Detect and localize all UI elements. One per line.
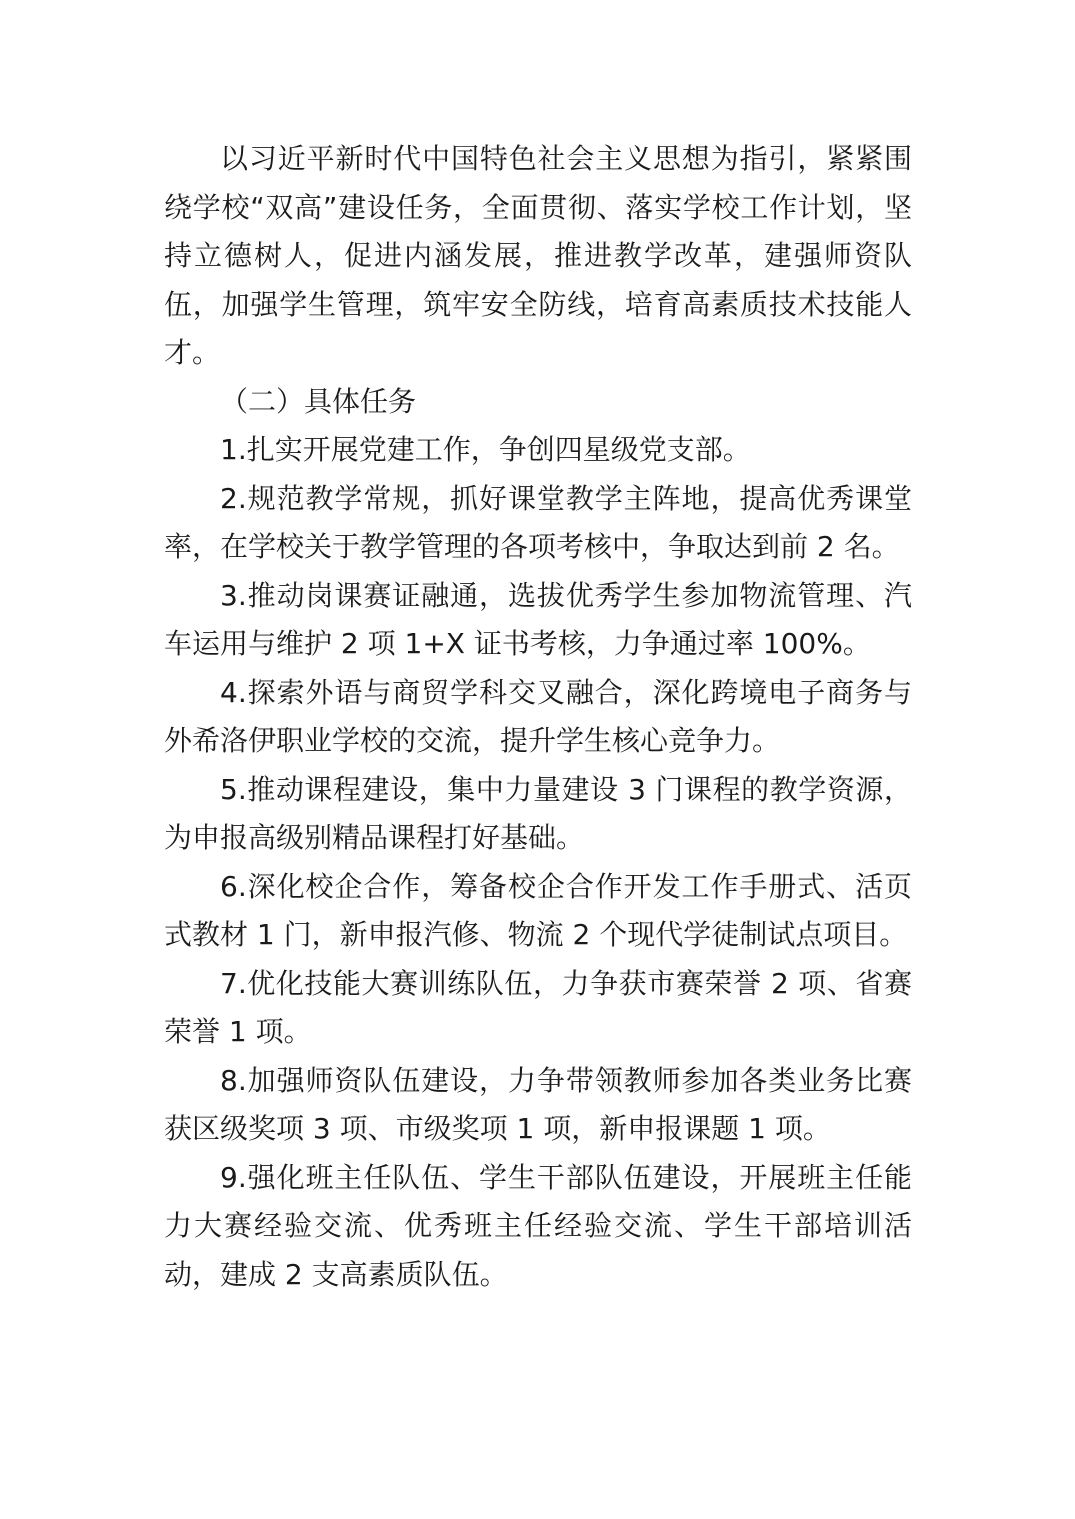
task-item-3: 3.推动岗课赛证融通，选拔优秀学生参加物流管理、汽车运用与维护 2 项 1+X 证书考核，力争通过率 100%。 bbox=[164, 578, 912, 660]
task-item-4: 4.探索外语与商贸学科交叉融合，深化跨境电子商务与外希洛伊职业学校的交流，提升学生核心竞争力。 bbox=[164, 675, 912, 757]
document-page bbox=[164, 135, 912, 1299]
task-item-5: 5.推动课程建设，集中力量建设 3 门课程的教学资源，为申报高级别精品课程打好基础。 bbox=[164, 772, 912, 854]
task-item-6: 6.深化校企合作，筹备校企合作开发工作手册式、活页式教材 1 门，新申报汽修、物流 2 个现代学徒制试点项目。 bbox=[164, 869, 912, 951]
task-item-9: 9.强化班主任队伍、学生干部队伍建设，开展班主任能力大赛经验交流、优秀班主任经验交流、学生干部培训活动，建成 2 支高素质队伍。 bbox=[164, 1160, 912, 1291]
intro-paragraph: 以习近平新时代中国特色社会主义思想为指引，紧紧围绕学校“双高”建设任务，全面贯彻、落实学校工作计划，坚持立德树人，促进内涵发展，推进教学改革，建强师资队伍，加强学生管理，筑牢安全防线，培育高素质技术技能人才。 bbox=[164, 142, 912, 369]
task-item-1: 1.扎实开展党建工作，争创四星级党支部。 bbox=[220, 433, 751, 466]
section-heading: （二）具体任务 bbox=[220, 384, 417, 418]
task-item-8: 8.加强师资队伍建设，力争带领教师参加各类业务比赛获区级奖项 3 项、市级奖项 1 项，新申报课题 1 项。 bbox=[164, 1063, 912, 1145]
task-item-2: 2.规范教学常规，抓好课堂教学主阵地，提高优秀课堂率，在学校关于教学管理的各项考核中，争取达到前 2 名。 bbox=[164, 481, 912, 563]
task-item-7: 7.优化技能大赛训练队伍，力争获市赛荣誉 2 项、省赛荣誉 1 项。 bbox=[164, 966, 912, 1048]
